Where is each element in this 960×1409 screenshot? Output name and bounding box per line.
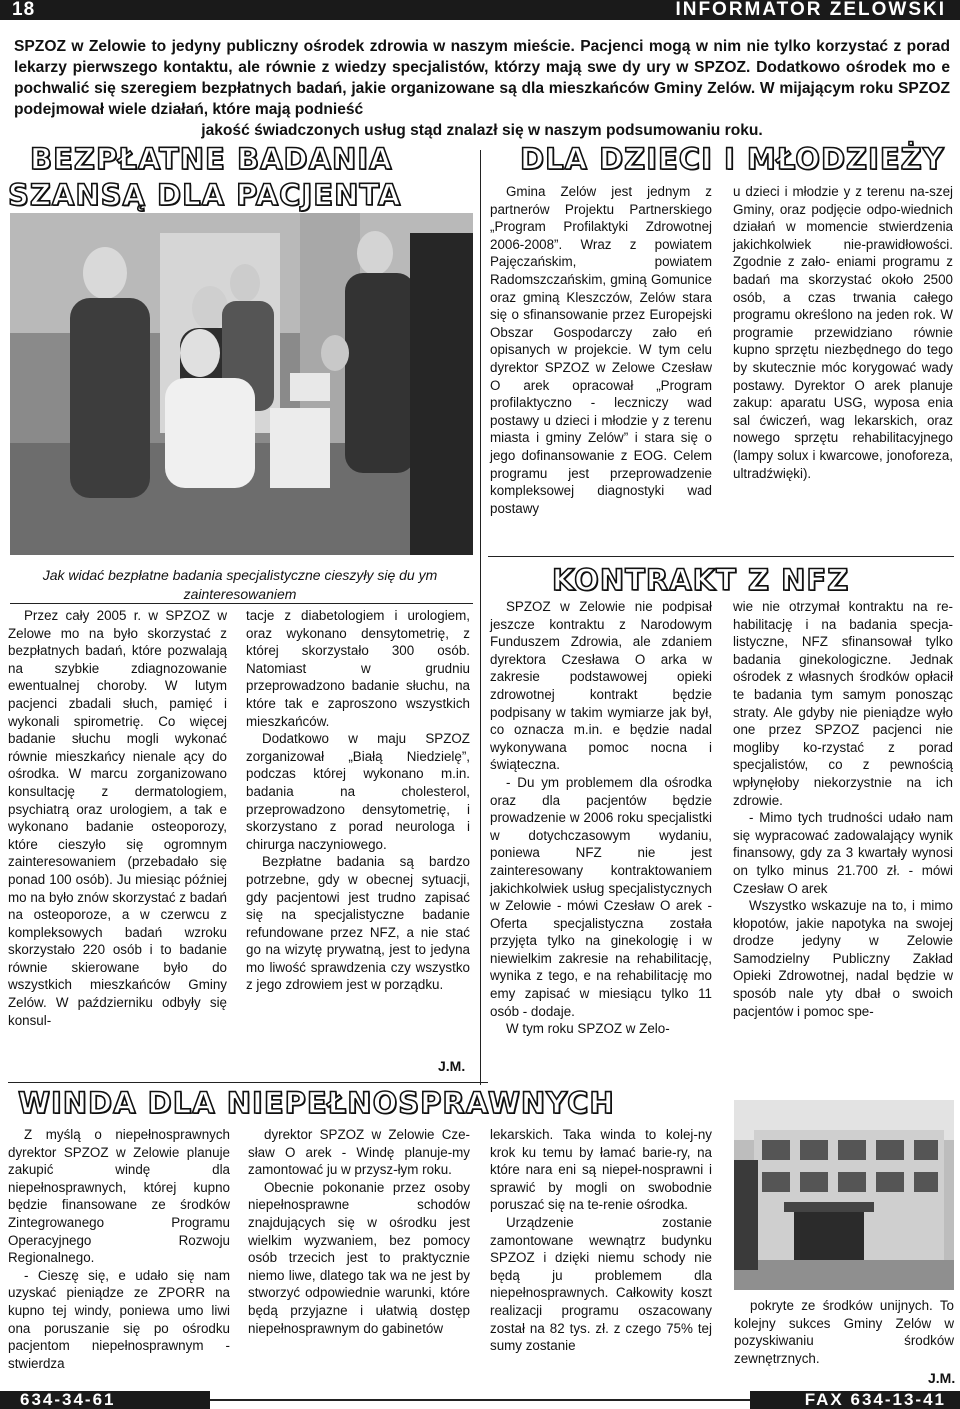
lead-line1: SPZOZ w Zelowie to jedyny publiczny ośrodek zdrowia w naszym mieście. Pacjenci mogą w nim nie tylko korzystać z porad lekarzy pierwszego kontaktu, ale równie z wiedzy specjalistów, którzy mają swe dy ury w SPZOZ. Dodatkowo ośrodek mo e pochwalić się szeregiem bezpłatnych badań, jakie organizowane są dla mieszkańców Gminy Zelów. W mijającym roku SPZOZ podejmował wiele działań, które mają podnieść [14,38,950,118]
page-header-bar [0,0,960,20]
article1-col1-text: Przez cały 2005 r. w SPZOZ w Zelowe mo na było skorzystać z bezpłatnych badań, które pozwalają na szybkie zdiagnozowanie ewentualnej choroby. W lutym pacjenci zbadali słuch, pamięć i wykonali spirometrię. Co więcej badanie słuchu mogli wykonać równie mieszkańcy nienale ący do ośrodka. W marcu zorganizowano konsultację z dermatologiem, psychiatrą oraz urologiem, a tak e wykonano badanie osteoporozy, które cieszyło się ogromnym zainteresowaniem (przebadało się ponad 100 osób). Ju miesiąc później mo na było znów skorzystać z badań na osteoporoze, a w czerwcu z kompleksowych badań wzroku skorzystało 220 osób i to badanie równie skierowane było do wszystkich mieszkańców Gminy Zelów. W październiku odbyły się konsul- [8,608,227,1028]
article4-column3 [490,1126,712,1355]
article3-col2-p1: wie nie otrzymał kontraktu na re-habilitację i na badania specja-listyczne, NFZ sfinansował tylko badania ginekologiczne. Jednak ośrodek z własnych środków opłacił te badania tym samym ponosząc straty. Ale gdyby nie pieniądze wyło one przez SPZOZ pacjenci nie mogliby ko-rzystać z porad specjalistów, co z pewnością wpłynęłoby niekorzystnie na ich zdrowie. [733,599,953,808]
lead-line2: jakość świadczonych usług stąd znalazł się w naszym podsumowaniu roku. [201,122,763,139]
article1-signature: J.M. [438,1058,466,1074]
article3-col2-p3: Wszystko wskazuje na to, i mimo kłopotów, jakie napotyka na swojej drodze jedyny w Zelowie Samodzielny Publiczny Zakład Opieki Zdrowotnej, nadal będzie w sposób nale yty dbał o swoich pacjentów i pomoc spe- [733,898,953,1019]
article2-column2 [733,183,953,482]
article4-col1-p2: - Cieszę się, e udało się nam uzyskać pieniądze ze ZPORR na kupno tej windy, poniewa umo liwi ona poruszanie się po ośrodku pacjentom niepełnosprawnym - stwierdza [8,1267,230,1371]
footer-fax: FAX 634-13-41 [804,1390,946,1409]
magazine-title: INFORMATOR ZELOWSKI [675,0,946,20]
article4-col3-p1: lekarskich. Taka winda to kolej-ny krok ku temu by łamać barie-ry, na które nara eni są niepeł-nosprawni i sprawić by mogli on swobodnie poruszać się na te-renie ośrodka. [490,1127,712,1213]
article4-column2 [248,1126,470,1337]
article3-col1-p2: - Du ym problemem dla ośrodka oraz dla pacjentów będzie prowadzenie w 2006 roku specjalistki w dotychczasowym wydaniu, poniewa NFZ nie jest zainteresowany kontraktowaniem jakichkolwiek usług specjalistycznych w Zelowie - mówi Czesław O arek - Oferta specjalistyczna została przyjęta tylko na ginekologię i w niewielkim zakresie na rehabilitację, wynika z tego, e na rehabilitację mo emy zapisać w miesiącu tylko 11 osób - dodaje. [490,774,712,1019]
article3-col1-p1: SPZOZ w Zelowie nie podpisał jeszcze kontraktu z Narodowym Funduszem Zdrowia, ale zdaniem dyrektora Czesława O arka w zakresie podstawowej opieki zdrowotnej kontrakt będzie podpisany w takim wymiarze jak był, co oznacza m.in. e będzie nadal wykonywana pomoc nocna i świąteczna. [490,599,712,773]
footer-rule [210,1399,750,1401]
article2-headline: DLA DZIECI I MŁODZIEŻY [520,142,945,176]
patients-photo-drawing [10,213,473,555]
article2-divider [488,556,954,557]
article2-column1 [490,183,712,517]
article1-headline-line1: BEZPŁATNE BADANIA [30,142,393,176]
article4-signature: J.M. [928,1370,956,1386]
article3-col1-p3: W tym roku SPZOZ w Zelo- [506,1021,670,1037]
caption-divider [10,603,473,604]
article3-column2 [733,598,953,1020]
article4-column4 [734,1297,954,1367]
article1-headline-line2: SZANSĄ DLA PACJENTA [8,178,402,212]
article2-col1-text: Gmina Zelów jest jednym z partnerów Projektu Partnerskiego „Program Profilaktyki Zdrowotnej 2006-2008”. Wraz z powiatem Pajęczańskim, powiatem Radomszczańskim, gminą Gomunice oraz gminą Kleszczów, Zelów stara się o sfinansowanie przez Europejski Obszar Gospodarczy zało eń opisanych w projekcie. W tym celu dyrektor SPZOZ w Zelowe Czesław O arek opracował „Program profilaktyczno - leczniczy wad postawy u dzieci i młodzie y z terenu miasta i gminy Zelów” i stara się o jego dofinansowanie z EOG. Celem programu jest przeprowadzenie kompleksowej diagnostyki wad postawy [490,184,712,516]
building-photo [734,1100,954,1290]
article1-column2 [246,607,470,994]
article4-col2-p1: dyrektor SPZOZ w Zelowie Cze-sław O arek - Windę planuje-my zamontować ju w przysz-łym roku. [248,1127,470,1178]
article4-col1-p1: Z myślą o niepełnosprawnych dyrektor SPZOZ w Zelowie planuje zakupić windę dla niepełnosprawnych, której kupno będzie finansowane ze środków Zintegrowanego Programu Operacyjnego Rozwoju Regionalnego. [8,1127,230,1266]
patients-photo [10,213,473,555]
article4-col4-p1: pokryte ze środków unijnych. To kolejny sukces Gminy Zelów w pozyskiwaniu środków zewnętrznych. [734,1298,954,1366]
article2-col2-text: u dzieci i młodzie y z terenu na-szej Gminy, oraz podjęcie odpo-wiednich działań w momencie stwierdzenia jakichkolwiek nie-prawidłowości. Zgodnie z zało- eniami programu z badań ma skorzystać około 2500 osób, a czas trwania całego programu określono na jeden rok. W programie przewidziano równie kupno sprzętu niezbędnego do tego by skutecznie móc korygować wady postawy. Dyrektor O arek planuje zakup: aparatu USG, wyposa enia sal ćwiczeń, wag lekarskich, oraz nowego sprzętu rehabilitacyjnego (lampy solux i kwarcowe, jonoforeza, ultradźwięki). [733,184,953,481]
article3-col2-p2: - Mimo tych trudności udało nam się wypracować zadowalający wynik finansowy, gdy za 3 kwartały wynosi on tylko minus 21.700 zł. - mówi Czesław O arek [733,810,953,896]
footer-phone: 634-34-61 [20,1390,116,1409]
building-photo-drawing [734,1100,954,1290]
article4-top-rule [8,1082,488,1083]
article4-headline: WINDA DLA NIEPEŁNOSPRAWNYCH [18,1086,615,1120]
article3-headline: KONTRAKT Z NFZ [552,563,850,597]
column-separator [480,150,481,1085]
photo-caption: Jak widać bezpłatne badania specjalistyczne cieszyły się du ym zainteresowaniem [42,567,438,602]
footer-phone-bar [0,1391,210,1409]
article1-column1 [8,607,227,1029]
article1-col2-p3: Bezpłatne badania są bardzo potrzebne, gdy w obecnej sytuacji, gdy pacjentowi jest trudno zapisać się na specjalistyczne badanie refundowane przez NFZ, a nie stać go na wizytę prywatną, jest to jedyna mo liwość sprawdzenia czy wszystko z jego zdrowiem jest w porządku. [246,854,470,993]
article4-col3-p2: Urządzenie zostanie zamontowane wewnątrz budynku SPZOZ i dzięki niemu schody nie będą ju problemem dla niepełnosprawnych. Całkowity koszt realizacji programu oszacowany został na 82 tys. zł. z czego 75% tej sumy zostanie [490,1214,712,1354]
article4-col2-p2: Obecnie pokonanie przez osoby niepełnosprawne schodów znajdujących się w ośrodku jest wielkim wyzwaniem, bez pomocy osób trzecich jest to praktycznie niemo liwe, dlatego tak wa ne jest by stworzyć odpowiednie warunki, które będą przyjazne i ułatwią dostęp niepełnosprawnym do gabinetów [248,1179,470,1336]
footer-fax-bar [750,1391,960,1409]
page-number: 18 [12,0,36,20]
article1-col2-p2: Dodatkowo w maju SPZOZ zorganizował „Białą Niedzielę”, podczas której wykonano m.in. badania na cholesterol, przeprowadzono densytometrię, i skorzystano z porad neurologa i chirurga naczyniowego. [246,731,470,852]
article3-column1 [490,598,712,1038]
lead-paragraph [14,36,950,141]
article1-col2-p1: tacje z diabetologiem i urologiem, oraz wykonano densytometrię, z której skorzystało 300 osób. Natomiast w grudniu przeprowadzono badanie słuchu, na które tak e zaproszono wszystkich mieszkańców. [246,608,470,729]
article4-column1 [8,1126,230,1372]
